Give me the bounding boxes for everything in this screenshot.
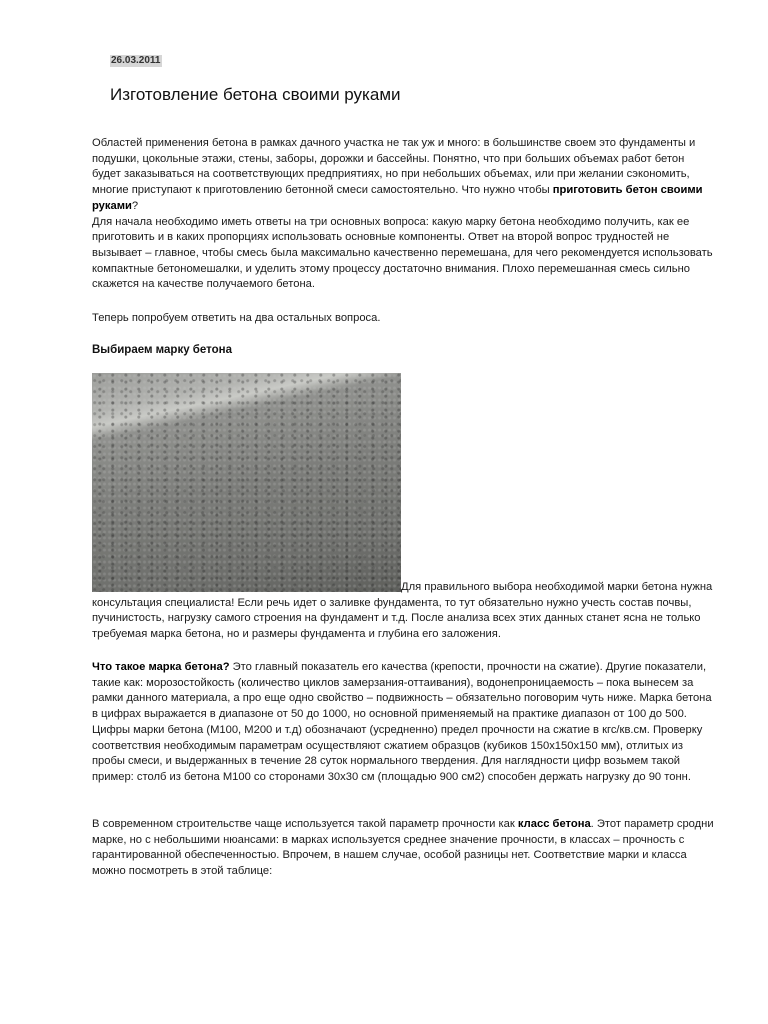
after-photo-text: Для правильного выбора необходимой марки бетона нужна консультация специалиста! Если речь идет о заливке фундамента, то тут обязательно нужно учесть состав почвы, пучинистость, нагрузку самого строения на фундамент и т.д. После анализа всех этих данных станет ясна не только требуемая марка бетона, но и размеры фундамента и глубина его заложения. bbox=[92, 581, 713, 641]
class-text-after: . Этот параметр сродни марке, но с небольшими нюансами: в марках используется среднее значение прочности, в классах – прочность с гарантированной обеспеченностью. Впрочем, в нашем случае, особой разницы нет. Соответствие марки и класса можно посмотреть в этой таблице: bbox=[92, 818, 714, 878]
try-answer-paragraph: Теперь попробуем ответить на два остальных вопроса. bbox=[92, 312, 381, 324]
grade-text: Это главный показатель его качества (крепости, прочности на сжатие). Другие показатели, такие как: морозостойкость (количество циклов замерзания-оттаивания), водонепроницаемость – пока вынесем за рамки данного материала, а про еще одно свойство – подвижность – обязательно поговорим чуть ниже. Марка бетона в цифрах выражается в диапазоне от 50 до 1000, но основной применяемый на практике диапазон от 100 до 500. Цифры марки бетона (М100, М200 и т.д) обозначают (усредненно) предел прочности на сжатие в кгс/кв.см. Проверку соответствия необходимым параметрам осуществляют сжатием образцов (кубиков 150х150х150 мм), отлитых из пробы смеси, и выдержанных в течение 28 суток нормального твердения. Для наглядности цифр возьмем такой пример: столб из бетона М100 со сторонами 30х30 см (площадью 900 см2) способен держать нагрузку до 90 тонн. bbox=[92, 661, 712, 783]
section-heading-grade: Выбираем марку бетона bbox=[92, 344, 232, 356]
intro-text: Областей применения бетона в рамках дачного участка не так уж и много: в большинстве своем это фундаменты и подушки, цокольные этажи, стены, заборы, дорожки и бассейны. Понятно, что при больших объемах работ бетон будет заказываться на соответствующих предприятиях, но при небольших объемах, или при желании сэкономить, многие приступают к приготовлению бетонной смеси самостоятельно. Что нужно чтобы bbox=[92, 137, 696, 197]
concrete-photo bbox=[92, 373, 401, 592]
after-photo-paragraph bbox=[92, 580, 716, 643]
page-title: Изготовление бетона своими руками bbox=[110, 85, 401, 104]
grade-question: Что такое марка бетона? bbox=[92, 661, 230, 673]
class-text-before: В современном строительстве чаще используется такой параметр прочности как bbox=[92, 818, 518, 830]
grade-paragraph bbox=[92, 660, 716, 786]
intro-question-mark: ? bbox=[131, 199, 139, 212]
class-bold: класс бетона bbox=[517, 818, 591, 830]
intro-second-text: Для начала необходимо иметь ответы на три основных вопроса: какую марку бетона необходимо получить, как ее приготовить и в каких пропорциях использовать основные компоненты. Ответ на второй вопрос трудностей не вызывает – главное, чтобы смесь была максимально качественно перемешана, для чего рекомендуется использовать компактные бетономешалки, и уделить этому процессу достаточно внимания. Плохо перемешанная смесь сильно скажется на качестве получаемого бетона. bbox=[92, 215, 713, 291]
intro-bold-link: приготовить бетон своими руками bbox=[92, 184, 703, 212]
post-date: 26.03.2011 bbox=[111, 55, 161, 66]
class-paragraph bbox=[92, 817, 716, 880]
intro-paragraph bbox=[92, 136, 716, 293]
